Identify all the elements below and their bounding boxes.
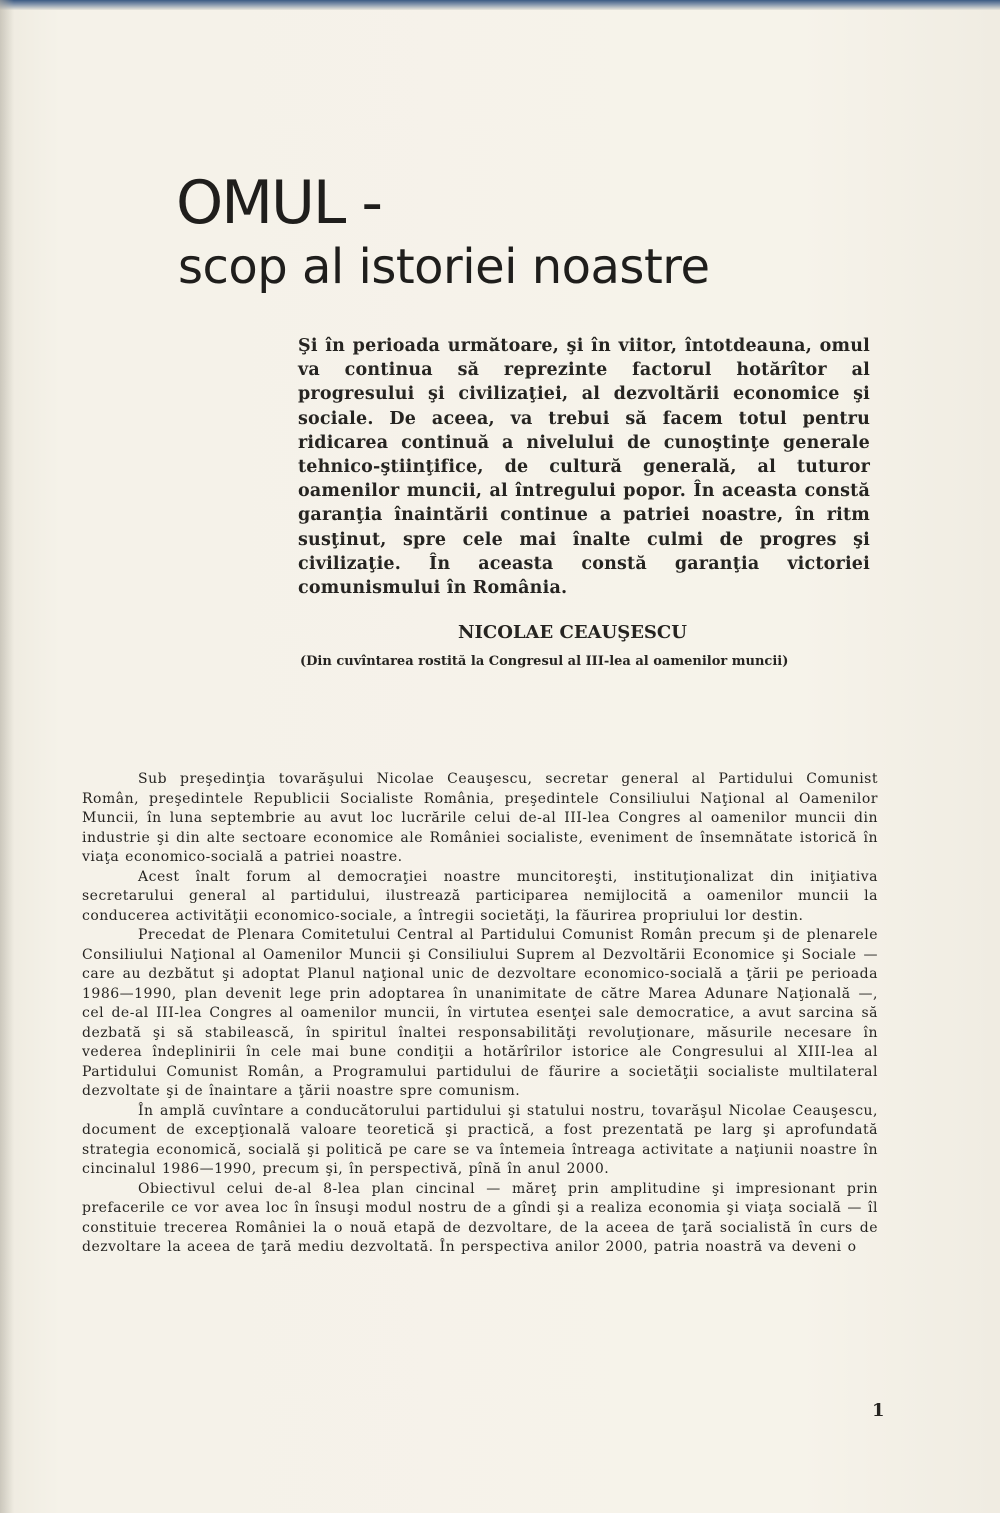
page-number: 1 xyxy=(872,1400,885,1421)
article-title-line-1: OMUL - xyxy=(176,168,382,238)
page-top-edge xyxy=(0,0,1000,10)
epigraph-source: (Din cuvîntarea rostită la Congresul al III-lea al oamenilor muncii) xyxy=(300,654,789,669)
body-paragraph: Acest înalt forum al democraţiei noastre muncitoreşti, instituţionalizat din iniţiativa secretarului general al partidului, ilustrează participarea nemijlocită a oamenilor muncii la conducerea activităţii economico-sociale, a întregii societăţi, la făurirea propriului lor destin. xyxy=(82,868,878,924)
body-paragraph: În amplă cuvîntare a conducătorului partidului şi statului nostru, tovarăşul Nicolae Ceauşescu, document de excepţională valoare teoretică şi practică, a fost prezentată pe larg şi aprofundată strategia economică, socială şi politică pe care se va întemeia întreaga activitate a naţiunii noastre în cincinalul 1986—1990, precum şi, în perspectivă, pînă în anul 2000. xyxy=(82,1102,878,1177)
body-paragraph: Obiectivul celui de-al 8-lea plan cincinal — măreţ prin amplitudine şi impresionant prin prefacerile ce vor avea loc în însuşi modul nostru de a gîndi şi a realiza economia şi viaţa socială — îl constituie trecerea României la o nouă etapă de dezvoltare, de la aceea de ţară socialistă în curs de dezvoltare la aceea de ţară mediu dezvoltată. În perspectiva anilor 2000, patria noastră va deveni o xyxy=(82,1180,878,1255)
article-title-line-2: scop al istoriei noastre xyxy=(178,239,710,295)
epigraph-author: NICOLAE CEAUŞESCU xyxy=(458,622,687,643)
article-body xyxy=(82,770,878,1258)
epigraph-quote: Şi în perioada următoare, şi în viitor, întotdeauna, omul va continua să reprezinte factorul hotărîtor al progresului şi civilizaţiei, al dezvoltării economice şi sociale. De aceea, va trebui să facem totul pentru ridicarea continuă a nivelului de cunoştinţe generale tehnico-ştiinţifice, de cultură generală, al tuturor oamenilor muncii, al întregului popor. În aceasta constă garanţia înaintării continue a patriei noastre, în ritm susţinut, spre cele mai înalte culmi de progres şi civilizaţie. În aceasta constă garanţia victoriei comunismului în România. xyxy=(298,336,870,599)
body-paragraph: Sub preşedinţia tovarăşului Nicolae Ceauşescu, secretar general al Partidului Comunist Român, preşedintele Republicii Socialiste România, preşedintele Consiliului Naţional al Oamenilor Muncii, în luna septembrie au avut loc lucrările celui de-al III-lea Congres al oamenilor muncii din industrie şi din alte sectoare economice ale României socialiste, eveniment de însemnătate istorică în viaţa economico-socială a patriei noastre. xyxy=(82,771,878,865)
page-binding-shadow xyxy=(0,0,14,1513)
body-paragraph: Precedat de Plenara Comitetului Central al Partidului Comunist Român precum şi de plenarele Consiliului Naţional al Oamenilor Muncii şi Consiliului Suprem al Dezvoltării Economice şi Sociale — care au dezbătut şi adoptat Planul naţional unic de dezvoltare economico-socială a ţării pe perioada 1986—1990, plan devenit lege prin adoptarea în unanimitate de către Marea Adunare Naţională —, cel de-al III-lea Congres al oamenilor muncii, în virtutea esenţei sale democratice, a avut sarcina să dezbată şi să stabilească, în spiritul înaltei responsabilităţi revoluţionare, măsurile necesare în vederea îndeplinirii în cele mai bune condiţii a hotărîrilor istorice ale Congresului al XIII-lea al Partidului Comunist Român, a Programului partidului de făurire a societăţii socialiste multilateral dezvoltate şi de înaintare a ţării noastre spre comunism. xyxy=(82,927,878,1099)
